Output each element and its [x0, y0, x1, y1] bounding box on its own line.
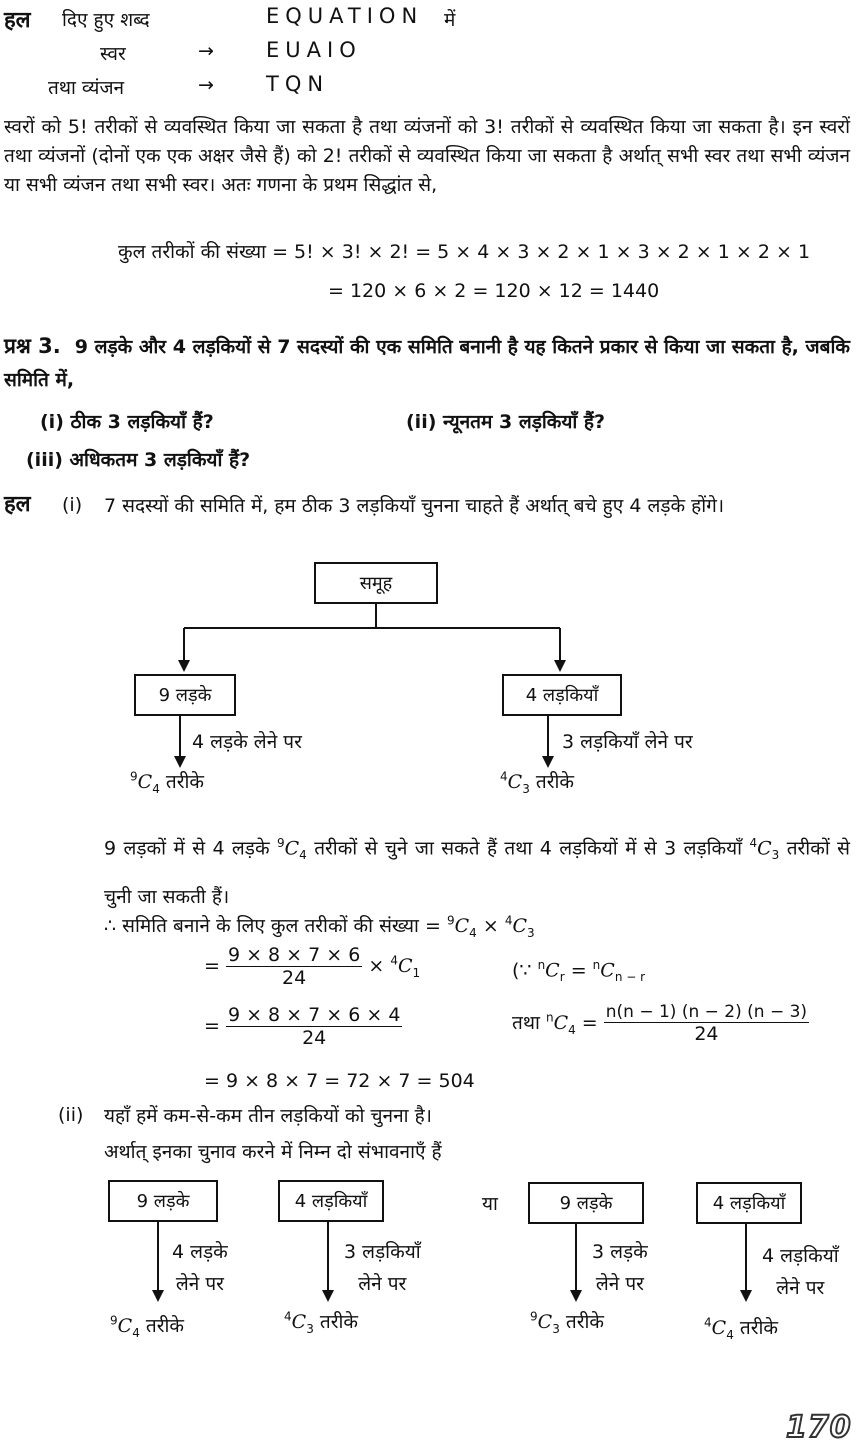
denominator: 24 [282, 967, 307, 989]
girls-box: 4 लड़कियाँ [278, 1180, 384, 1222]
option-i: (i) ठीक 3 लड़कियाँ हैं? [40, 411, 214, 433]
c: C [537, 1311, 553, 1333]
boys-box: 9 लड़के [108, 1180, 218, 1222]
sup: 9 [110, 1313, 118, 1328]
sup: 4 [749, 836, 758, 850]
c: C [284, 837, 300, 860]
question-text: 9 लड़के और 4 लड़कियों से 7 सदस्यों की एक समिति बनानी है यह कितने प्रकार से किया जा सकता है, जबकि समिति में, [4, 336, 850, 391]
c: C [757, 837, 772, 860]
denominator: 24 [302, 1027, 327, 1049]
c: C [117, 1315, 133, 1337]
sub: 3 [552, 1321, 560, 1336]
sub: 3 [306, 1321, 314, 1336]
sup: n [592, 958, 601, 972]
c: C [291, 1311, 307, 1333]
sup: 9 [530, 1309, 538, 1324]
part-label: (i) [62, 494, 83, 516]
page-number: 170 [786, 1410, 852, 1445]
arrow-icon: → [198, 40, 214, 62]
sub: 1 [412, 965, 421, 980]
text: तरीकों से चुने जा सकते हैं तथा 4 लड़कियों में से 3 लड़कियाँ [306, 837, 750, 860]
word: तरीके [145, 1315, 184, 1337]
vowel-label: स्वर [100, 43, 126, 65]
therefore-line [104, 912, 535, 940]
fraction [226, 1004, 402, 1049]
col4-result [704, 1314, 778, 1342]
sup: 9 [130, 769, 138, 784]
col4-edge [762, 1240, 839, 1304]
root-box: समूह [314, 562, 438, 604]
times: × [368, 955, 385, 977]
c: C [397, 955, 413, 977]
c: C [137, 771, 153, 793]
consonants: TQN [266, 72, 330, 96]
sup: 9 [446, 913, 455, 928]
part2-line-2: अर्थात् इनका चुनाव करने में निम्न दो संभावनाएँ हैं [104, 1141, 442, 1163]
sub: 4 [469, 925, 477, 940]
hal-label: हल [4, 8, 31, 33]
calc-line-1: कुल तरीकों की संख्या = 5! × 3! × 2! = 5 × 4 × 3 × 2 × 1 × 3 × 2 × 1 × 2 × 1 [118, 241, 811, 263]
word: तरीके [739, 1317, 778, 1339]
option-iii: (iii) अधिकतम 3 लड़कियाँ हैं? [26, 449, 251, 471]
word: तरीके [565, 1311, 604, 1333]
consonant-label: तथा व्यंजन [48, 77, 125, 99]
option-ii: (ii) न्यूनतम 3 लड़कियाँ हैं? [406, 411, 606, 433]
girls-box: 4 लड़कियाँ [696, 1182, 802, 1224]
sup: 4 [284, 1309, 292, 1324]
denominator: 24 [694, 1023, 719, 1045]
part2-line-1: यहाँ हमें कम-से-कम तीन लड़कियों को चुनना है। [104, 1105, 432, 1127]
col3-result [530, 1308, 604, 1336]
numerator: n(n − 1) (n − 2) (n − 3) [605, 1002, 808, 1022]
sub: r [559, 970, 565, 985]
boys-result [130, 768, 204, 796]
edge-line: लेने पर [358, 1273, 407, 1295]
sup: 4 [504, 913, 513, 928]
boys-edge-label: 4 लड़के लेने पर [192, 731, 302, 753]
times: × [482, 915, 499, 937]
col3-edge [592, 1236, 648, 1300]
equation-1: = $\frac{9 \times 8 \times 7 \times 6}{24}$ × $^4C_1$ [204, 944, 421, 989]
text: तरीकों से चुनी जा सकती हैं। [104, 837, 850, 909]
c: C [507, 771, 523, 793]
edge-line: 4 लड़कियाँ [762, 1245, 839, 1267]
c: C [711, 1317, 727, 1339]
hal-label: हल [4, 492, 31, 517]
col2-edge [344, 1236, 421, 1300]
equation-3: = 9 × 8 × 7 = 72 × 7 = 504 [204, 1070, 475, 1092]
edge-line: लेने पर [776, 1277, 825, 1299]
note-2: तथा $^nC_4$ = $\frac{n(n - 1) (n - 2) (n - 3)}{24}$ [512, 1002, 808, 1045]
fraction [226, 944, 362, 989]
edge-line: लेने पर [595, 1273, 644, 1295]
c: C [553, 1012, 569, 1034]
col1-edge [172, 1236, 228, 1300]
open: (∵ [512, 959, 532, 982]
edge-line: 3 लड़कियाँ [344, 1241, 421, 1263]
sup: 4 [390, 953, 398, 968]
sub: 4 [132, 1325, 140, 1340]
word: तरीके [165, 771, 204, 793]
explanation-paragraph: स्वरों को 5! तरीकों से व्यवस्थित किया जा सकता है तथा व्यंजनों को 3! तरीकों से व्यवस्थित किया जा सकता है। इन स्वरों तथा व्यंजनों (दोनों एक एक अक्षर जैसे हैं) को 2! तरीकों से व्यवस्थित किया जा सकता है अर्थात् सभी स्वर तथा सभी व्यंजन या सभी व्यंजन तथा सभी स्वर। अतः गणना के प्रथम सिद्धांत से, [4, 116, 850, 196]
sup: 4 [500, 769, 508, 784]
sub: 4 [152, 781, 160, 796]
sub: 3 [522, 781, 530, 796]
c: C [600, 959, 615, 982]
vowels: EUAIO [266, 38, 362, 62]
sub: 4 [299, 848, 307, 863]
part-label: (ii) [58, 1104, 84, 1126]
c: C [512, 915, 528, 937]
word-equation: EQUATION [266, 4, 424, 28]
sup: 4 [704, 1315, 712, 1330]
edge-line: 3 लड़के [592, 1241, 648, 1263]
sub: 4 [726, 1327, 734, 1342]
sup: n [537, 958, 546, 972]
girls-edge-label: 3 लड़कियाँ लेने पर [562, 731, 693, 753]
word-suffix: में [444, 9, 456, 31]
question-label: प्रश्न 3. [4, 334, 61, 358]
word: तरीके [535, 771, 574, 793]
given-word-label: दिए हुए शब्द [62, 9, 150, 31]
sub: 4 [568, 1022, 576, 1037]
numerator: 9 × 8 × 7 × 6 × 4 [227, 1004, 401, 1026]
girls-result [500, 768, 574, 796]
word: तरीके [319, 1311, 358, 1333]
fraction [604, 1002, 809, 1045]
sub: n − r [614, 970, 646, 985]
or-label: या [482, 1193, 498, 1215]
edge-line: 4 लड़के [172, 1241, 228, 1263]
selection-paragraph [104, 822, 850, 918]
boys-box: 9 लड़के [134, 674, 236, 716]
text: ∴ समिति बनाने के लिए कुल तरीकों की संख्या = [104, 915, 441, 937]
equation-2: = $\frac{9 \times 8 \times 7 \times 6 \times 4}{24}$ [204, 1004, 401, 1049]
sup: 9 [276, 836, 285, 850]
c: C [454, 915, 470, 937]
col1-result [110, 1312, 184, 1340]
arrow-icon: → [198, 74, 214, 96]
word: तथा [512, 1012, 540, 1034]
edge-line: लेने पर [175, 1273, 224, 1295]
boys-box: 9 लड़के [528, 1182, 644, 1224]
part1-text: 7 सदस्यों की समिति में, हम ठीक 3 लड़कियाँ चुनना चाहते हैं अर्थात् बचे हुए 4 लड़के होंगे। [104, 495, 725, 517]
col2-result [284, 1308, 358, 1336]
sup: n [545, 1010, 554, 1025]
note-1: (∵ $^nC_r = ^nC_{n - r}$ [512, 958, 646, 985]
numerator: 9 × 8 × 7 × 6 [227, 944, 361, 966]
sub: 3 [527, 925, 535, 940]
text: 9 लड़कों में से 4 लड़के [104, 837, 277, 860]
sub: 3 [771, 848, 780, 863]
calc-line-2: = 120 × 6 × 2 = 120 × 12 = 1440 [328, 280, 660, 302]
c: C [545, 959, 560, 982]
girls-box: 4 लड़कियाँ [502, 674, 622, 716]
